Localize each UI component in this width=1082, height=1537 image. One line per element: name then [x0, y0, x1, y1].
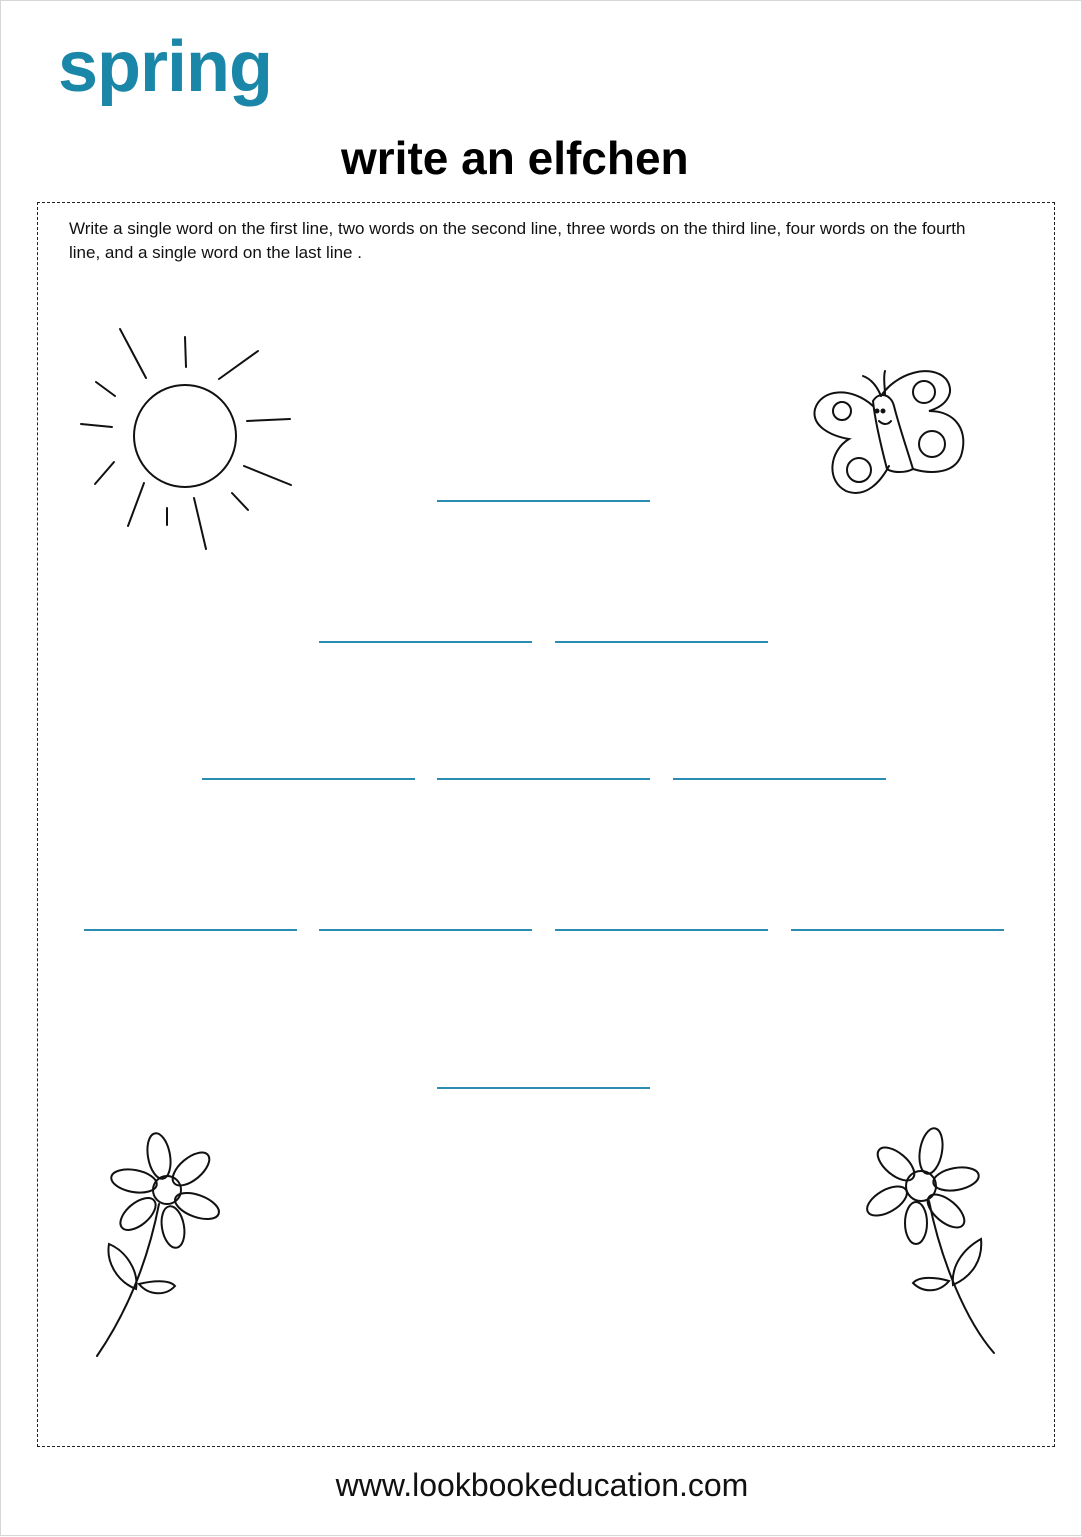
sun-icon [81, 329, 291, 549]
flower-right-icon [862, 1126, 994, 1353]
page-title: write an elfchen [341, 132, 689, 184]
footer-url: www.lookbookeducation.com [335, 1467, 749, 1503]
illustrations [1, 1, 1082, 1537]
instructions-text: Write a single word on the first line, two words on the second line, three words on the third line, four words on the fourth line, and a single word on the last line . [69, 219, 966, 262]
brand-title: spring [58, 27, 273, 107]
flower-left-icon [97, 1131, 222, 1356]
butterfly-icon [814, 371, 963, 493]
